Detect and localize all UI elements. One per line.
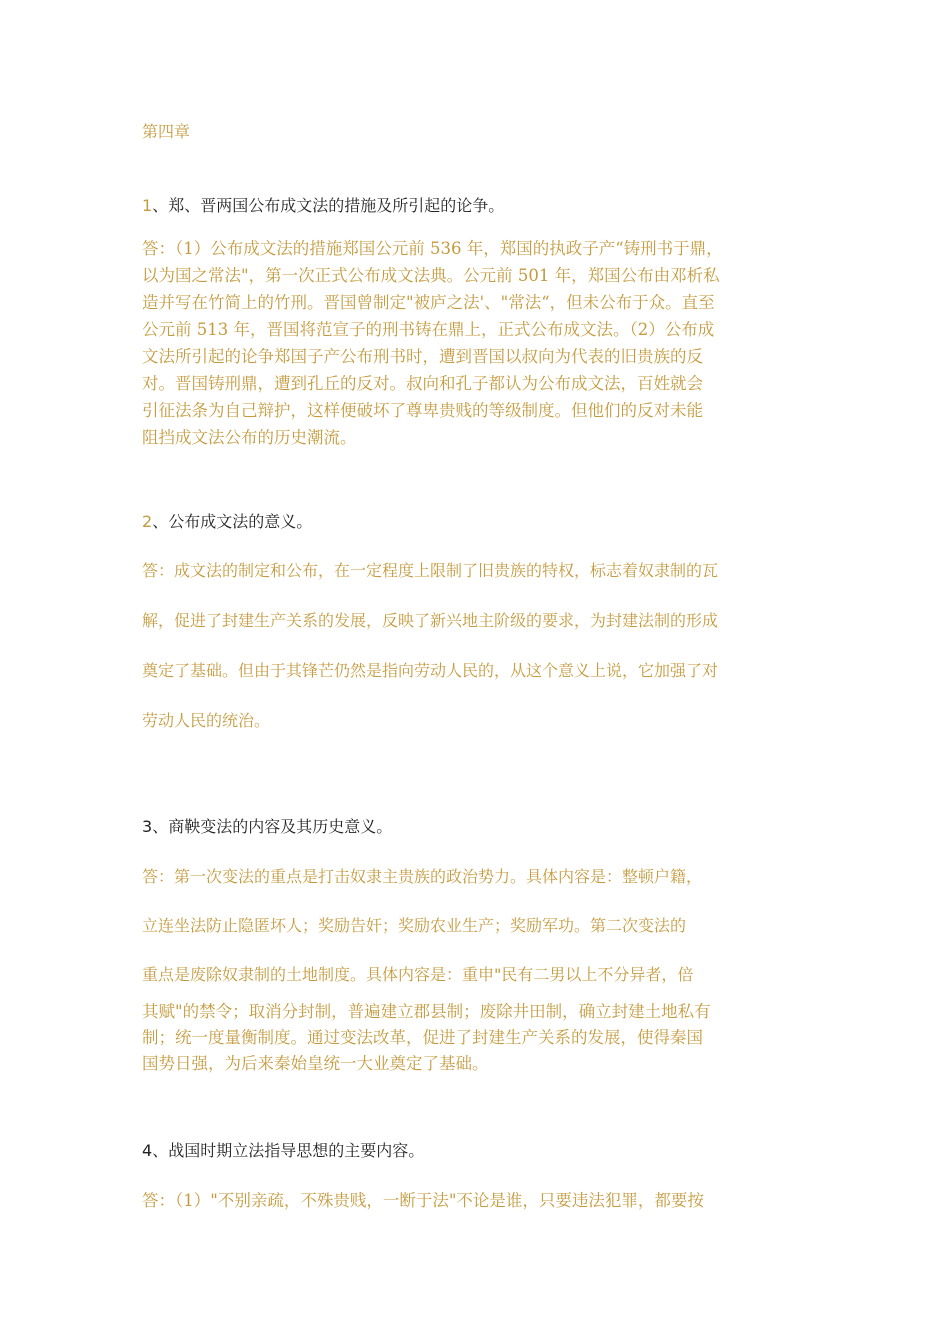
question-2-text: 、公布成文法的意义。: [152, 512, 313, 531]
question-3: [142, 814, 392, 837]
answer-3-line: 制；统一度量衡制度。通过变法改革，促进了封建生产关系的发展，使得秦国: [142, 1028, 703, 1047]
question-4-number: 4: [142, 1141, 153, 1160]
answer-2-line: 奠定了基础。但由于其锋芒仍然是指向劳动人民的，从这个意义上说，它加强了对: [142, 661, 719, 680]
answer-3-line: 立连坐法防止隐匿坏人；奖励告奸；奖励农业生产；奖励军功。第二次变法的: [142, 916, 687, 935]
answer-3-line: 国势日强，为后来秦始皇统一大业奠定了基础。: [142, 1054, 489, 1073]
chapter-title: 第四章: [142, 122, 191, 141]
question-2-number: 2: [142, 512, 153, 531]
answer-2-line: 解，促进了封建生产关系的发展，反映了新兴地主阶级的要求，为封建法制的形成: [142, 611, 719, 630]
answer-1: [142, 235, 810, 451]
answer-1-line: 对。晋国铸刑鼎，遭到孔丘的反对。叔向和孔子都认为公布成文法，百姓就会: [142, 374, 703, 393]
answer-2-line: 答：成文法的制定和公布，在一定程度上限制了旧贵族的特权，标志着奴隶制的瓦: [142, 561, 719, 580]
question-2: [142, 509, 312, 532]
question-1: [142, 193, 504, 216]
answer-1-line: 阻挡成文法公布的历史潮流。: [142, 428, 357, 447]
answer-1-line: 答：（1）公布成文法的措施郑国公元前 536 年，郑国的执政子产“铸刑书于鼎，: [142, 239, 723, 258]
question-3-number: 3: [142, 817, 153, 836]
answer-3-line: 答：第一次变法的重点是打击奴隶主贵族的政治势力。具体内容是：整顿户籍，: [142, 867, 703, 886]
answer-3-continued: [142, 999, 810, 1077]
answer-4: [142, 1187, 810, 1214]
answer-3-line: 重点是废除奴隶制的土地制度。具体内容是：重申"民有二男以上不分异者，倍: [142, 965, 694, 984]
question-1-number: 1: [142, 196, 153, 215]
question-4: [142, 1138, 424, 1161]
question-4-text: 、战国时期立法指导思想的主要内容。: [152, 1141, 425, 1160]
answer-1-line: 引征法条为自己辩护，这样便破坏了尊卑贵贱的等级制度。但他们的反对未能: [142, 401, 703, 420]
question-3-text: 、商鞅变法的内容及其历史意义。: [152, 817, 393, 836]
answer-1-line: 以为国之常法"，第一次正式公布成文法典。公元前 501 年，郑国公布由邓析私: [142, 266, 720, 285]
answer-2-line: 劳动人民的统治。: [142, 711, 271, 730]
question-1-text: 、郑、晋两国公布成文法的措施及所引起的论争。: [152, 196, 505, 215]
answer-1-line: 文法所引起的论争郑国子产公布刑书时，遭到晋国以叔向为代表的旧贵族的反: [142, 347, 703, 366]
answer-3-line: 其赋"的禁令；取消分封制，普遍建立郡县制；废除井田制，确立封建土地私有: [142, 1002, 711, 1021]
answer-1-line: 造并写在竹简上的竹刑。晋国曾制定"被庐之法'、"常法“，但未公布于众。直至: [142, 293, 715, 312]
answer-1-line: 公元前 513 年，晋国将范宣子的刑书铸在鼎上，正式公布成文法。（2）公布成: [142, 320, 715, 339]
answer-4-line: 答：（1）"不别亲疏，不殊贵贱，一断于法"不论是谁，只要违法犯罪，都要按: [142, 1191, 704, 1210]
